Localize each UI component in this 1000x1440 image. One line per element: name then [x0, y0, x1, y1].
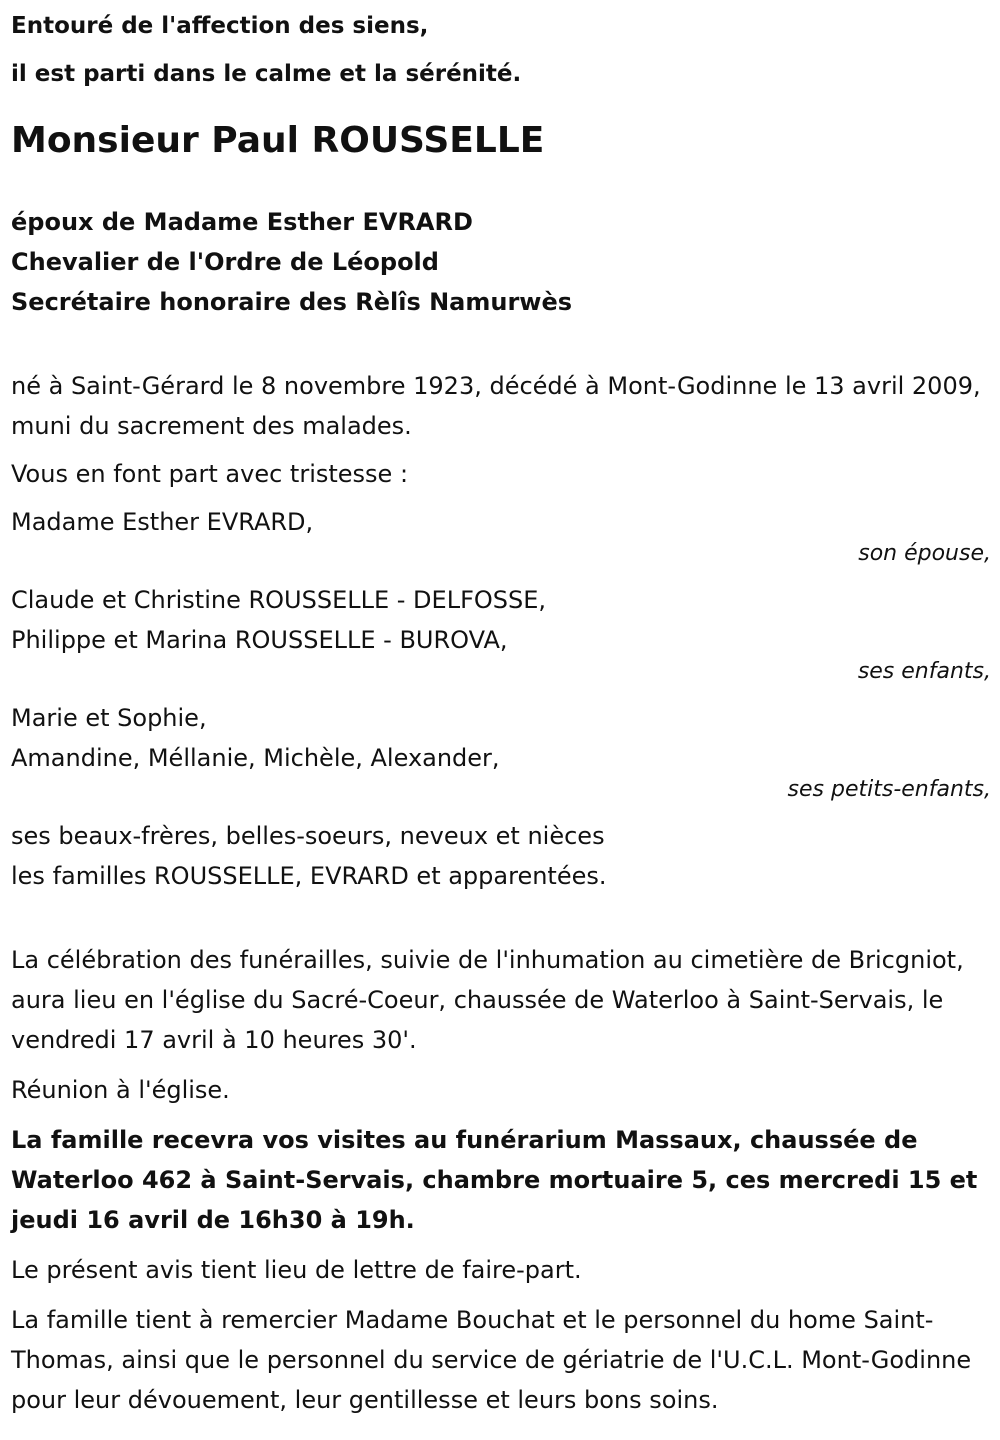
deceased-name: Monsieur Paul ROUSSELLE	[11, 120, 545, 161]
announcement-line: Vous en font part avec tristesse :	[11, 460, 409, 488]
family-member-line: Amandine, Méllanie, Michèle, Alexander,	[11, 744, 500, 772]
deceased-titles	[11, 202, 991, 322]
family-member-line: ses beaux-frères, belles-soeurs, neveux et nièces	[11, 822, 605, 850]
title-line: Chevalier de l'Ordre de Léopold	[11, 248, 439, 276]
visits-paragraph: La famille recevra vos visites au funérarium Massaux, chaussée de Waterloo 462 à Saint-Servais, chambre mortuaire 5, ces mercredi 15 et jeudi 16 avril de 16h30 à 19h.	[11, 1126, 978, 1234]
relation-children: ses enfants,	[857, 659, 991, 684]
family-member-line: les familles ROUSSELLE, EVRARD et apparentées.	[11, 862, 607, 890]
notice-line: Le présent avis tient lieu de lettre de faire-part.	[11, 1256, 582, 1284]
family-member-line: Philippe et Marina ROUSSELLE - BUROVA,	[11, 626, 508, 654]
intro-line: Entouré de l'affection des siens,	[11, 13, 429, 39]
ceremony-paragraph: La célébration des funérailles, suivie de l'inhumation au cimetière de Bricgniot, aura lieu en l'église du Sacré-Coeur, chaussée de Waterloo à Saint-Servais, le vendredi 17 avril à 10 heures 30'.	[11, 946, 964, 1054]
family-spouse	[11, 502, 991, 542]
title-line: époux de Madame Esther EVRARD	[11, 208, 473, 236]
birth-death-paragraph: né à Saint-Gérard le 8 novembre 1923, décédé à Mont-Godinne le 13 avril 2009, muni du sacrement des malades.	[11, 372, 981, 440]
obituary-notice	[11, 0, 991, 1420]
title-line: Secrétaire honoraire des Rèlîs Namurwès	[11, 288, 573, 316]
family-others	[11, 816, 991, 896]
intro-text	[11, 2, 991, 98]
family-children	[11, 580, 991, 660]
family-grandchildren	[11, 698, 991, 778]
meeting-line: Réunion à l'église.	[11, 1076, 230, 1104]
relation-grandchildren: ses petits-enfants,	[787, 777, 991, 802]
family-member-line: Madame Esther EVRARD,	[11, 508, 314, 536]
family-member-line: Marie et Sophie,	[11, 704, 207, 732]
relation-spouse: son épouse,	[858, 541, 991, 566]
thanks-paragraph: La famille tient à remercier Madame Bouchat et le personnel du home Saint-Thomas, ainsi que le personnel du service de gériatrie de l'U.C.L. Mont-Godinne pour leur dévouement, leur gentillesse et leurs bons soins.	[11, 1306, 972, 1414]
family-member-line: Claude et Christine ROUSSELLE - DELFOSSE,	[11, 586, 547, 614]
intro-line: il est parti dans le calme et la sérénité.	[11, 61, 522, 87]
